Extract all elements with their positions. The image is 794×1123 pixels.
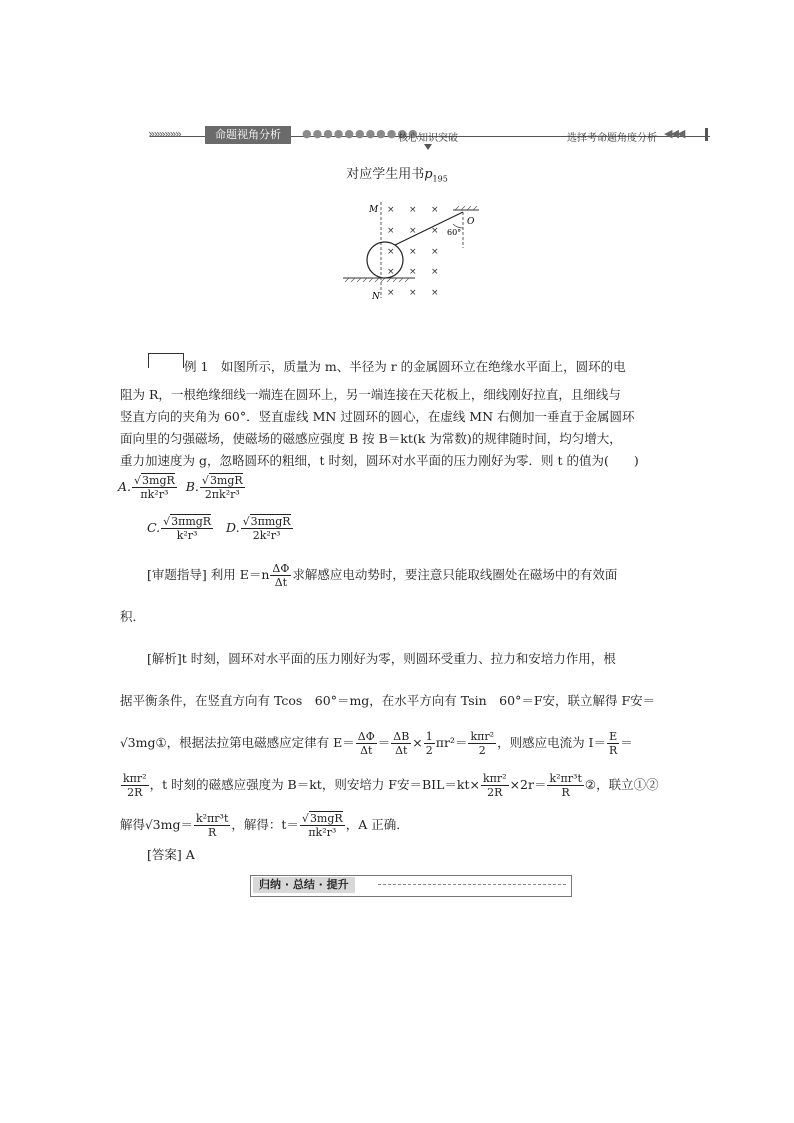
options-row-2: [147, 515, 294, 542]
problem-line-1: 例 1 如图所示，质量为 m、半径为 r 的金属圆环立在绝缘水平面上，圆环的电: [184, 359, 626, 374]
cross: ×: [387, 247, 395, 257]
label-M: M: [369, 205, 379, 215]
cross: ×: [387, 205, 395, 215]
option-A-label: A.: [118, 479, 132, 494]
cross: ×: [387, 226, 395, 236]
option-B-label: B.: [185, 479, 199, 494]
cross: ×: [431, 205, 439, 215]
problem-line-3: 竖直方向的夹角为 60°．竖直虚线 MN 过圆环的圆心，在虚线 MN 右侧加一垂直于金属圆环: [120, 409, 635, 424]
angle-label: 60°: [447, 228, 462, 237]
option-D-label: D.: [226, 520, 240, 535]
header-arrows-right: ◀◀◀: [664, 127, 684, 140]
problem-line-4: 面向里的匀强磁场，使磁场的磁感应强度 B 按 B＝kt(k 为常数)的规律随时间，均匀增大，: [120, 431, 622, 446]
ground-hatching: [345, 278, 409, 282]
analysis-line-2: 据平衡条件，在竖直方向有 Tcos 60°＝mg，在水平方向有 Tsin 60°＝F安，联立解得 F安＝: [120, 693, 656, 708]
guide-line-2: 积．: [120, 609, 146, 624]
options-row-1: [118, 474, 246, 501]
magnetic-field: [387, 205, 439, 298]
guide-line-1: [审题指导] 利用 E＝n $\frac{\Delta\Phi}{\Delta t}$ 求解感应电动势时，要注意只能取线圈处在磁场中的有效面: [147, 562, 618, 589]
answer-line: [答案] A: [147, 847, 195, 862]
header-endbar: [705, 128, 708, 141]
analysis-line-1: [解析]t 时刻，圆环对水平面的压力刚好为零，则圆环受重力、拉力和安培力作用，根: [147, 651, 616, 666]
problem-line-2: 阻为 R，一根绝缘细线一端连在圆环上，另一端连接在天花板上，细线刚好拉直，且细线与: [120, 387, 621, 402]
problem-line-5: 重力加速度为 g，忽略圆环的粗细，t 时刻，圆环对水平面的压力刚好为零．则 t 的值为( ): [120, 453, 639, 468]
reference-prefix: 对应学生用书: [346, 167, 425, 182]
label-O: O: [467, 217, 475, 227]
analysis-line-4: $\frac{\text{kπr²}}{2R}$ ，t 时刻的磁感应强度为 B＝kt，则安培力 F安＝BIL＝kt× $\frac{\text{kπr²}}{2R}$ ×2r＝ $\frac{\text{k²πr³t}}{R}$ ②，联立①②: [123, 772, 659, 799]
label-N: N: [372, 292, 380, 302]
cross: ×: [431, 226, 439, 236]
option-C-label: C.: [147, 520, 161, 535]
example-corner-mark: [148, 353, 184, 368]
cross: ×: [409, 226, 417, 236]
option-C-value: $\frac{\text{√3πmgR}}{\text{k²r³}}$: [163, 515, 212, 542]
summary-dashed-line: [378, 884, 566, 885]
cross: ×: [409, 267, 417, 277]
cross: ×: [431, 247, 439, 257]
cross: ×: [431, 288, 439, 298]
reference-page: p: [424, 167, 433, 182]
header-tag: 命题视角分析: [205, 126, 291, 144]
header-arrows-left: »»»»»»: [148, 127, 181, 141]
physics-figure: [335, 198, 495, 302]
ceiling-hatching: [455, 206, 477, 210]
header-pointer-icon: [424, 144, 432, 150]
guide-fraction: $\frac{\Delta\Phi}{\Delta t}$: [272, 562, 290, 589]
reference-line: [0, 163, 794, 184]
guide-tag: [审题指导]: [147, 567, 207, 582]
option-A-value: $\frac{\text{√3mgR}}{\text{πk²r³}}$: [134, 474, 175, 501]
cross: ×: [387, 288, 395, 298]
header-middle: 核心知识突破: [398, 133, 458, 144]
option-D-value: $\frac{\text{√3πmgR}}{\text{2k²r³}}$: [242, 515, 291, 542]
analysis-line-5: 解得√3mg＝ $\frac{\text{k²πr³t}}{R}$ ，解得：t＝ $\frac{\text{√3mgR}}{\text{πk²r³}}$ ，A 正确．: [120, 812, 409, 839]
cross: ×: [387, 267, 395, 277]
summary-label: 归纳 · 总结 · 提升: [253, 877, 355, 893]
header-dots: ●●●●●●●●●●●: [302, 127, 419, 140]
cross: ×: [431, 267, 439, 277]
cross: ×: [409, 205, 417, 215]
option-B-value: $\frac{\text{√3mgR}}{\text{2πk²r³}}$: [201, 474, 243, 501]
reference-page-num: 195: [432, 174, 448, 184]
analysis-line-3: √3mg①，根据法拉第电磁感应定律有 E＝ $\frac{\Delta\Phi}{\Delta t}$ ＝ $\frac{\Delta B}{\Delta t}$ × $\frac{1}{2}$ πr²＝ $\frac{\text{kπr²}}{2}$ ，则感应电流为 I＝ $\frac{E}{R}$ ＝: [120, 730, 633, 757]
cross: ×: [409, 247, 417, 257]
analysis-tag: [解析]: [147, 651, 182, 666]
cross: ×: [409, 288, 417, 298]
header-right: 选择考命题角度分析: [567, 133, 657, 144]
metal-ring: [367, 242, 403, 278]
